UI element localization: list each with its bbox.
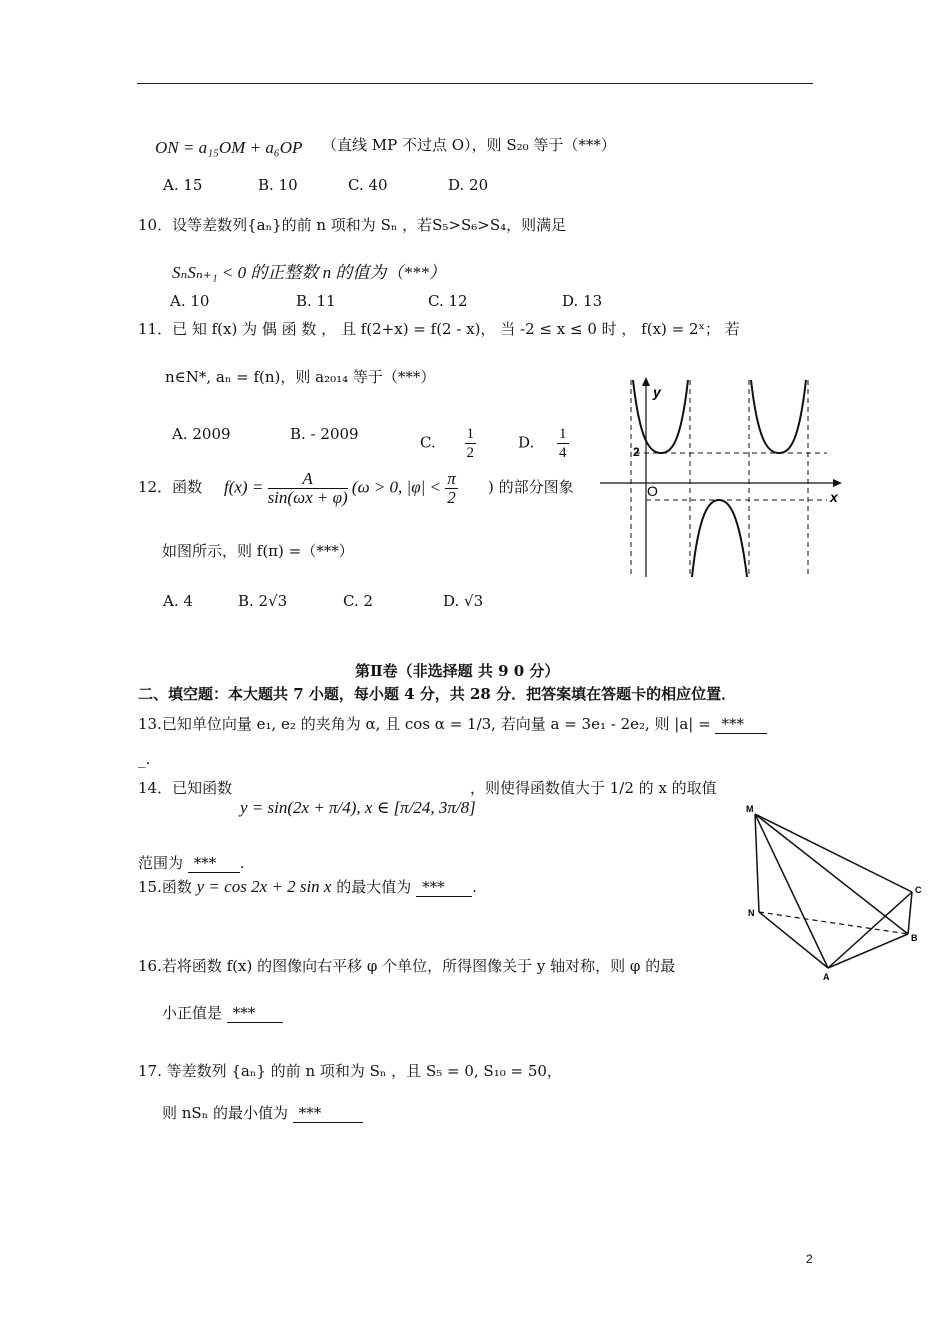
x-axis-arrow — [833, 479, 842, 487]
label-C: C — [915, 885, 922, 895]
q10-option-b[interactable]: B. 11 — [296, 292, 336, 310]
frac-num: 1 — [466, 426, 474, 442]
q9-option-c[interactable]: C. 40 — [348, 176, 388, 194]
q15-line — [138, 876, 477, 897]
q10-line1: 10．设等差数列{aₙ}的前 n 项和为 Sₙ ，若S₅>S₆>S₄，则满足 — [138, 216, 567, 234]
q11-option-a[interactable]: A. 2009 — [172, 425, 231, 443]
q11-option-d[interactable] — [518, 425, 569, 462]
q15-period: . — [472, 878, 477, 896]
q14-period: . — [239, 854, 245, 872]
q15-answer-blank[interactable]: *** — [416, 878, 472, 897]
part2-section-heading: 二、填空题：本大题共 7 小题，每小题 4 分，共 28 分．把答案填在答题卡的相应位置． — [138, 685, 737, 703]
q12-tail: ) 的部分图象 — [488, 478, 574, 496]
header-rule — [137, 83, 813, 84]
q11-line2: n∈N*, aₙ = f(n)，则 a₂₀₁₄ 等于（***） — [165, 368, 436, 386]
q12-label: 12．函数 — [138, 478, 203, 496]
q17-label: 则 nSₙ 的最小值为 — [162, 1104, 288, 1122]
q16-line2 — [162, 1002, 283, 1023]
q11-option-c-fraction — [465, 425, 477, 462]
q13-answer-blank[interactable]: *** — [715, 715, 767, 734]
q11-option-d-label: D. — [518, 433, 535, 452]
edge-NA — [759, 912, 828, 968]
page-number: 2 — [806, 1252, 813, 1266]
q9-option-a[interactable]: A. 15 — [163, 176, 203, 194]
q13-stem: 13.已知单位向量 e₁, e₂ 的夹角为 α, 且 cos α = 1/3, 若向量 a = 3e₁ - 2e₂, 则 |a| = — [138, 715, 711, 733]
edge-AB — [828, 934, 908, 968]
q12-lhs: f(x) = — [224, 477, 264, 497]
q10-line2: SₙSₙ₊₁ < 0 的正整数 n 的值为（***） — [172, 263, 446, 282]
frac-den: sin(ωx + φ) — [267, 488, 348, 507]
q9-option-d[interactable]: D. 20 — [448, 176, 489, 194]
edge-CB — [908, 892, 912, 934]
frac-den: 4 — [559, 445, 567, 461]
q15-formula: y = cos 2x + 2 sin x — [196, 877, 332, 896]
q16-line1: 16.若将函数 f(x) 的图像向右平移 φ 个单位，所得图像关于 y 轴对称，则 φ 的最 — [138, 957, 676, 975]
frac-den: 2 — [466, 445, 474, 461]
q10-option-d[interactable]: D. 13 — [562, 292, 603, 310]
q17-answer-blank[interactable]: *** — [293, 1104, 363, 1123]
q14-tail: ，则使得函数值大于 1/2 的 x 的取值 — [470, 779, 717, 797]
y-axis-arrow — [642, 377, 650, 386]
q11-line1: 11．已 知 f(x) 为 偶 函 数 ， 且 f(2+x) = f(2 - x)， 当 -2 ≤ x ≤ 0 时 ， f(x) = 2ˣ； 若 — [138, 320, 740, 338]
part2-title: 第Ⅱ卷（非选择题 共 9 0 分） — [355, 662, 560, 680]
q9-option-b[interactable]: B. 10 — [258, 176, 298, 194]
q11-option-b[interactable]: B. - 2009 — [290, 425, 359, 443]
curve-branch-3 — [751, 380, 806, 453]
q9-note: （直线 MP 不过点 O），则 S₂₀ 等于（***） — [322, 136, 616, 154]
q12-option-d[interactable]: D. √3 — [443, 592, 484, 610]
frac-num: π — [447, 469, 456, 488]
graph-x-label: x — [830, 489, 838, 505]
q15-label: 15.函数 — [138, 878, 192, 896]
q16-answer-blank[interactable]: *** — [227, 1004, 283, 1023]
q12-line2: 如图所示，则 f(π) =（***） — [162, 542, 354, 560]
q15-tail: 的最大值为 — [336, 878, 412, 896]
q14-range-label: 范围为 — [138, 854, 184, 872]
q12-option-b[interactable]: B. 2√3 — [238, 592, 288, 610]
label-N: N — [748, 908, 755, 918]
q12-function-graph — [595, 372, 850, 582]
q12-main-fraction — [268, 470, 348, 507]
frac-num: A — [268, 470, 348, 489]
graph-origin-label: O — [647, 483, 658, 499]
q11-option-d-fraction — [557, 425, 569, 462]
q12-condition: (ω > 0, |φ| < — [351, 477, 442, 497]
q17-line2 — [162, 1102, 363, 1123]
q10-option-c[interactable]: C. 12 — [428, 292, 468, 310]
edge-MA — [755, 814, 828, 968]
q12-condition-fraction — [445, 470, 458, 507]
geometry-figure — [740, 800, 930, 990]
label-B: B — [911, 933, 918, 943]
q10-option-a[interactable]: A. 10 — [170, 292, 210, 310]
q13-text — [138, 713, 767, 734]
q11-option-c-label: C. — [420, 433, 436, 452]
graph-mark-2: 2 — [633, 445, 640, 459]
label-M: M — [746, 804, 754, 814]
q13-continuation: _. — [138, 750, 151, 768]
q12-formula — [224, 470, 458, 507]
q17-line1: 17. 等差数列 {aₙ} 的前 n 项和为 Sₙ ，且 S₅ = 0, S₁₀ = 50， — [138, 1062, 562, 1080]
edge-MN — [755, 814, 759, 912]
q12-option-a[interactable]: A. 4 — [163, 592, 193, 610]
graph-y-label: y — [653, 384, 661, 400]
edge-MC — [755, 814, 912, 892]
q12-option-c[interactable]: C. 2 — [343, 592, 374, 610]
q11-option-c[interactable] — [420, 425, 476, 462]
q14-label: 14．已知函数 — [138, 779, 233, 797]
q14-line2 — [138, 852, 245, 873]
frac-den: 2 — [447, 488, 456, 507]
q14-formula: y = sin(2x + π/4), x ∈ [π/24, 3π/8] — [240, 798, 476, 817]
q14-answer-blank[interactable]: *** — [188, 854, 240, 873]
frac-num: 1 — [559, 426, 567, 442]
q9-formula: ON = a₁₅OM + a₆OP — [155, 138, 303, 157]
q16-label: 小正值是 — [162, 1004, 223, 1022]
label-A: A — [823, 972, 830, 982]
curve-branch-2 — [692, 500, 747, 577]
